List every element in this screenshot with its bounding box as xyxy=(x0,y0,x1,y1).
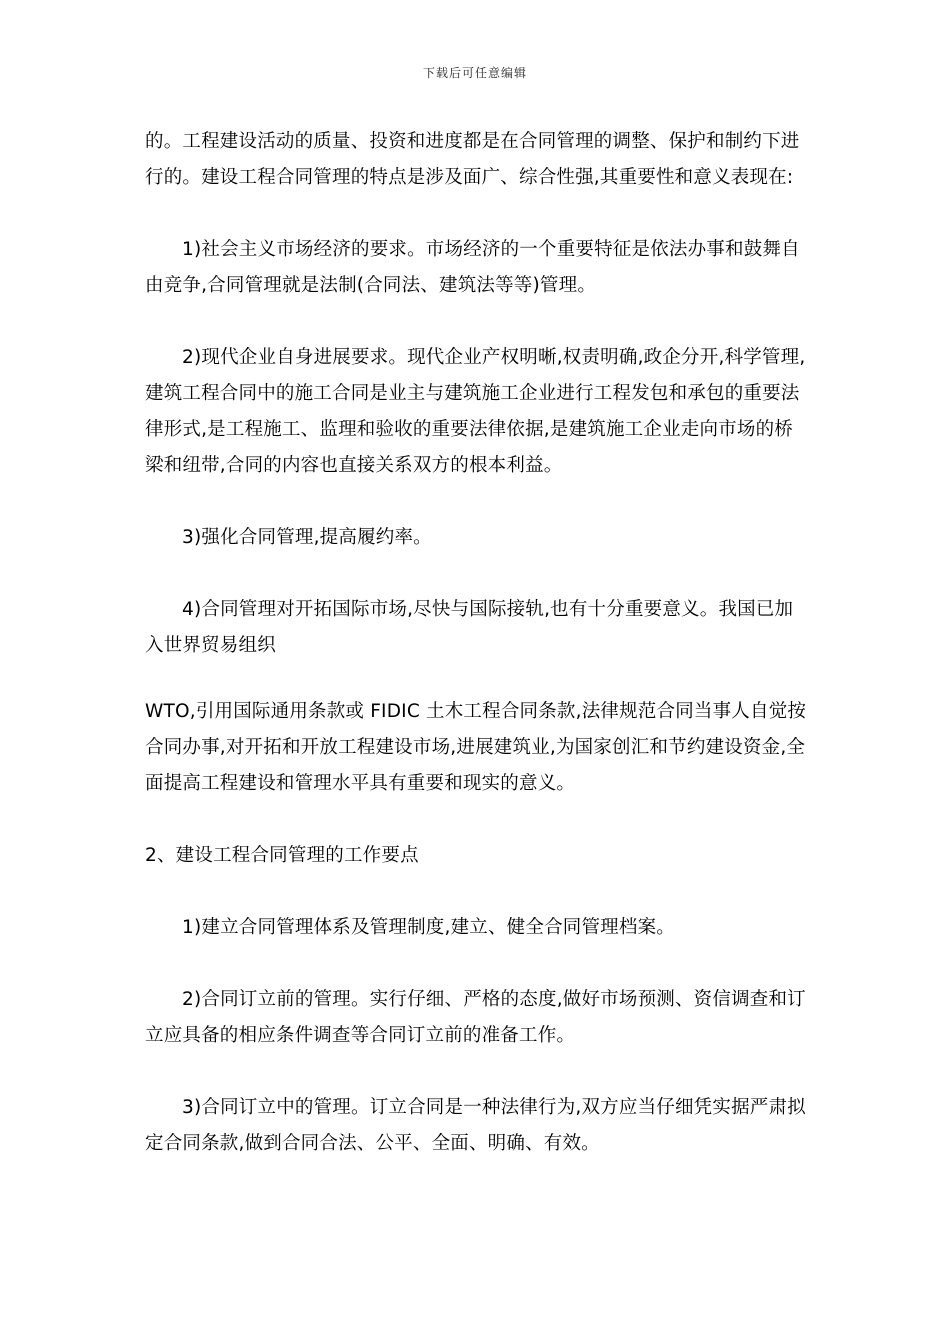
page-header: 下载后可任意编辑 xyxy=(422,66,527,80)
paragraph-item-4-continued: WTO,引用国际通用条款或 FIDIC 土木工程合同条款,法律规范合同当事人自觉按合同办事,对开拓和开放工程建设市场,进展建筑业,为国家创汇和节约建设资金,全面提高工程建设和管理水平具有重要和现实的意义。 xyxy=(145,701,807,794)
section-heading: 2、建设工程合同管理的工作要点 xyxy=(145,845,419,866)
paragraph-point-3: 3)合同订立中的管理。订立合同是一种法律行为,双方应当仔细凭实据严肃拟定合同条款,做到合同合法、公平、全面、明确、有效。 xyxy=(145,1097,806,1154)
paragraph-point-1: 1)建立合同管理体系及管理制度,建立、健全合同管理档案。 xyxy=(182,917,675,938)
paragraph-item-2: 2)现代企业自身进展要求。现代企业产权明晰,权责明确,政企分开,科学管理,建筑工程合同中的施工合同是业主与建筑施工企业进行工程发包和承包的重要法律形式,是工程施工、监理和验收的重要法律依据,是建筑施工企业走向市场的桥梁和纽带,合同的内容也直接关系双方的根本利益。 xyxy=(145,347,806,476)
document-body xyxy=(145,124,810,1198)
paragraph-point-2: 2)合同订立前的管理。实行仔细、严格的态度,做好市场预测、资信调查和订立应具备的相应条件调查等合同订立前的准备工作。 xyxy=(145,989,806,1046)
paragraph-item-3: 3)强化合同管理,提高履约率。 xyxy=(182,527,432,548)
paragraph-intro: 的。工程建设活动的质量、投资和进度都是在合同管理的调整、保护和制约下进行的。建设工程合同管理的特点是涉及面广、综合性强,其重要性和意义表现在: xyxy=(145,131,800,188)
paragraph-item-4: 4)合同管理对开拓国际市场,尽快与国际接轨,也有十分重要意义。我国已加入世界贸易组织 xyxy=(145,599,794,656)
paragraph-item-1: 1)社会主义市场经济的要求。市场经济的一个重要特征是依法办事和鼓舞自由竞争,合同管理就是法制(合同法、建筑法等等)管理。 xyxy=(145,239,800,296)
